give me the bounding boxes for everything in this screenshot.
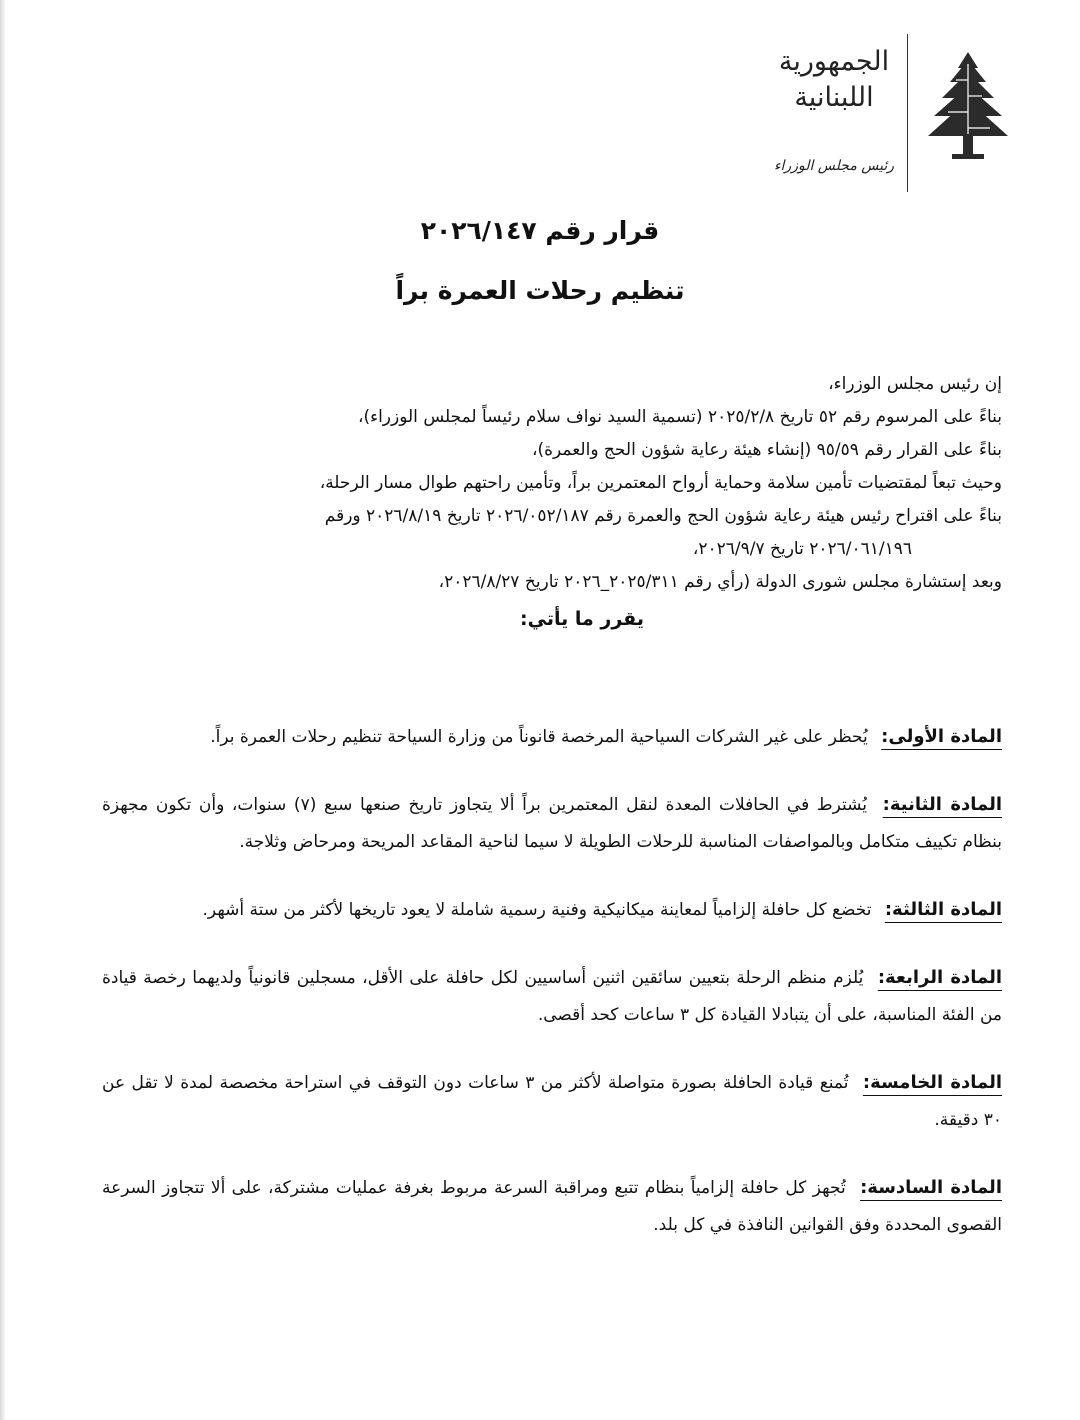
letterhead-divider bbox=[907, 34, 908, 192]
article-label: المادة الأولى: bbox=[881, 726, 1002, 747]
article-text: تُجهز كل حافلة إلزامياً بنظام تتبع ومراقبة السرعة مربوط بغرفة عمليات مشتركة، على ألا تتجاوز السرعة القصوى المحددة وفق القوانين النافذة في كل بلد. bbox=[102, 1178, 1002, 1235]
article-label: المادة الثانية: bbox=[882, 794, 1003, 815]
scan-binding-edge bbox=[0, 0, 6, 1420]
article bbox=[102, 891, 1002, 929]
article-text: تخضع كل حافلة إلزامياً لمعاينة ميكانيكية وفنية رسمية شاملة لا يعود تاريخها لأكثر من ستة أشهر. bbox=[202, 900, 872, 920]
preamble-line: بناءً على القرار رقم ٩٥/٥٩ (إنشاء هيئة رعاية شؤون الحج والعمرة)، bbox=[531, 440, 1002, 460]
preamble-line: وبعد إستشارة مجلس شورى الدولة (رأي رقم ٢٠٢٥/٣١١_٢٠٢٦ تاريخ ٢٠٢٦/٨/٢٧، bbox=[438, 572, 1002, 592]
preamble-line: بناءً على المرسوم رقم ٥٢ تاريخ ٢٠٢٥/٢/٨ (تسمية السيد نواف سلام رئيساً لمجلس الوزراء)، bbox=[357, 407, 1002, 427]
article-text: تُمنع قيادة الحافلة بصورة متواصلة لأكثر من ٣ ساعات دون التوقف في استراحة مخصصة لمدة لا تقل عن ٣٠ دقيقة. bbox=[102, 1073, 1002, 1130]
article-text: يُحظر على غير الشركات السياحية المرخصة قانوناً من وزارة السياحة تنظيم رحلات العمرة براً. bbox=[210, 727, 868, 747]
article-label: المادة الرابعة: bbox=[877, 967, 1003, 988]
article bbox=[102, 959, 1002, 1034]
preamble-line: وحيث تبعاً لمقتضيات تأمين سلامة وحماية أرواح المعتمرين براً، وتأمين راحتهم طوال مسار الرحلة، bbox=[319, 473, 1002, 493]
preamble-line: إن رئيس مجلس الوزراء، bbox=[828, 374, 1002, 394]
decides-heading: يقرر ما يأتي: bbox=[520, 608, 644, 630]
article bbox=[102, 1064, 1002, 1139]
article-label: المادة الثالثة: bbox=[884, 899, 1002, 920]
preamble bbox=[102, 368, 1002, 639]
preamble-line: بناءً على اقتراح رئيس هيئة رعاية شؤون الحج والعمرة رقم ٢٠٢٦/٠٥٢/١٨٧ تاريخ ٢٠٢٦/٨/١٩ ورقم bbox=[324, 506, 1002, 526]
letterhead bbox=[770, 34, 1010, 194]
cedar-icon bbox=[926, 50, 1010, 168]
office-name: رئيس مجلس الوزراء bbox=[773, 158, 895, 174]
decision-title: تنظيم رحلات العمرة براً bbox=[395, 276, 685, 305]
article bbox=[102, 718, 1002, 756]
articles bbox=[102, 718, 1002, 1274]
republic-line-1: الجمهورية bbox=[778, 46, 890, 77]
article bbox=[102, 1169, 1002, 1244]
article-label: المادة الخامسة: bbox=[862, 1072, 1002, 1093]
article bbox=[102, 786, 1002, 861]
republic-line-2: اللبنانية bbox=[794, 82, 874, 113]
decision-number: قرار رقم ٢٠٢٦/١٤٧ bbox=[420, 216, 660, 245]
article-text: يُشترط في الحافلات المعدة لنقل المعتمرين براً ألا يتجاوز تاريخ صنعها سبع (٧) سنوات، وأن تكون مجهزة بنظام تكييف متكامل وبالمواصفات المناسبة للرحلات الطويلة لا سيما لناحية المقاعد المريحة ومرحاض وثلاجة. bbox=[102, 795, 1002, 852]
article-label: المادة السادسة: bbox=[860, 1177, 1002, 1198]
preamble-line: ٢٠٢٦/٠٦١/١٩٦ تاريخ ٢٠٢٦/٩/٧، bbox=[692, 539, 912, 559]
article-text: يُلزم منظم الرحلة بتعيين سائقين اثنين أساسيين لكل حافلة على الأقل، مسجلين قانونياً ولديهما رخصة قيادة من الفئة المناسبة، على أن يتبادلا القيادة كل ٣ ساعات كحد أقصى. bbox=[102, 968, 1002, 1025]
republic-name bbox=[770, 44, 898, 116]
